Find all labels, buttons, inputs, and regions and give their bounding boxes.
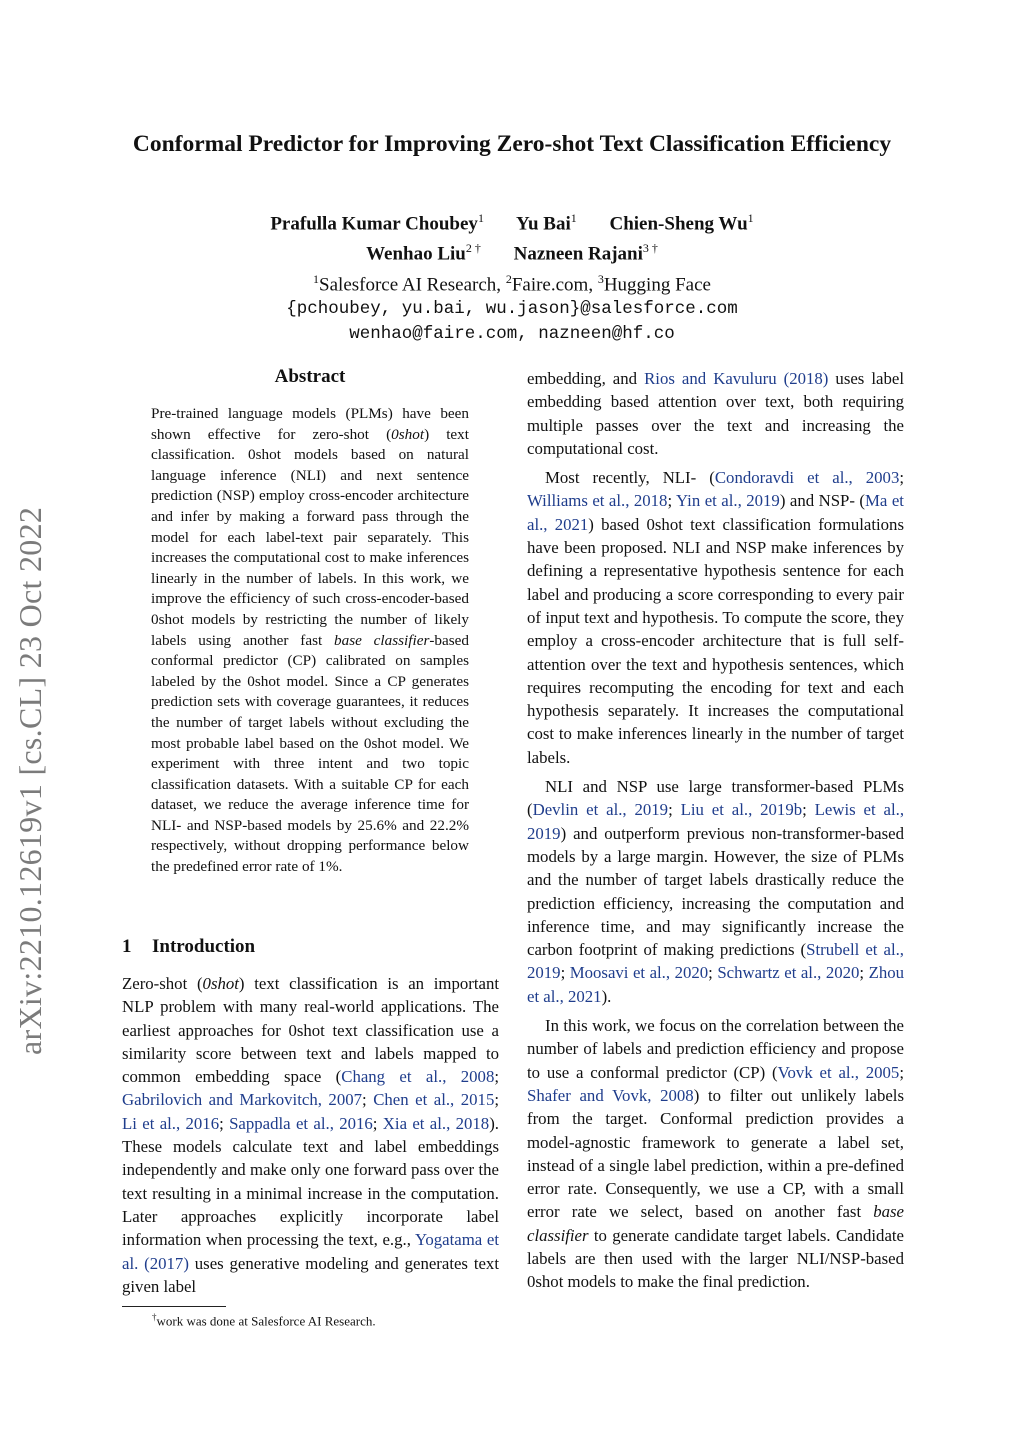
citation-link[interactable]: Williams et al., 2018	[527, 491, 668, 511]
body-text: to generate candidate target labels. Candidate labels are then used with the larger NLI/NSP-based 0shot models to make the final prediction.	[527, 1225, 904, 1292]
citation-link[interactable]: Xia et al., 2018	[382, 1113, 490, 1133]
body-text: Most recently, NLI- (	[545, 468, 715, 488]
body-text: ) to filter out unlikely labels from the target. Conformal prediction provides a model-agnostic framework to generate a label set, instead of a single label prediction, within a pre-defined error rate. Consequently, we use a CP, with a small error rate we select, based on another fast	[527, 1085, 904, 1222]
affil-mark: 3	[597, 271, 604, 286]
body-text: ). These models calculate text and label embeddings independently and make only one forward pass over the text resulting in a minimal increase in the computation. Later approaches explicitly incorporate label information when processing the text, e.g.,	[122, 1113, 499, 1250]
abstract-text: ) text classification. 0shot models based on natural language inference (NLI) and next sentence prediction (NSP) employ cross-encoder architecture and infer by making a forward pass through the model for each label-text pair separately. This increases the computational cost to make inferences linearly in the number of labels. In this work, we improve the efficiency of such cross-encoder-based 0shot models by restricting the number of likely labels using another fast	[151, 425, 469, 649]
author-affil-mark: 2 †	[465, 241, 481, 256]
author-affil-mark: 3 †	[642, 241, 658, 256]
author-name: Nazneen Rajani	[513, 243, 643, 265]
body-text: ;	[494, 1067, 500, 1087]
email-line: {pchoubey, yu.bai, wu.jason}@salesforce.com	[286, 298, 738, 319]
body-text: ;	[668, 800, 681, 820]
citation-link[interactable]: Ma et al., 2021	[527, 491, 904, 534]
affil-mark: 2	[505, 271, 512, 286]
affiliation: Faire.com,	[511, 273, 598, 295]
body-text: ;	[560, 963, 570, 983]
author-name: Prafulla Kumar Choubey	[270, 213, 478, 235]
citation-link[interactable]: Liu et al., 2019b	[680, 800, 803, 820]
body-text: ).	[601, 986, 612, 1006]
citation-link[interactable]: Devlin et al., 2019	[532, 800, 669, 820]
abstract-emphasis: base classifier	[334, 631, 430, 649]
right-column	[527, 367, 904, 1300]
body-text: ;	[667, 491, 676, 511]
body-emphasis: base classifier	[527, 1202, 904, 1245]
citation-link[interactable]: Chang et al., 2008	[341, 1067, 495, 1087]
body-text: ) text classification is an important NLP problem with many real-world applications. The earliest approaches for 0shot text classification use a similarity score between text and labels mapped to common embedding space (	[122, 974, 500, 1087]
body-text: In this work, we focus on the correlation between the number of labels and prediction efficiency and propose to use a conformal predictor (CP) (	[527, 1016, 904, 1082]
citation-link[interactable]: Rios and Kavuluru (2018)	[644, 369, 829, 388]
paragraph	[527, 367, 904, 460]
footnote-mark: †	[152, 1312, 157, 1322]
footnote	[152, 1312, 376, 1329]
paragraph	[527, 1014, 904, 1294]
abstract-text: Pre-trained language models (PLMs) have been shown effective for zero-shot (	[151, 405, 469, 443]
author-name: Wenhao Liu	[366, 243, 466, 265]
body-text: ;	[899, 1062, 904, 1082]
author-affil-mark: 1	[477, 211, 484, 225]
abstract-emphasis: 0shot	[391, 425, 425, 443]
citation-link[interactable]: Schwartz et al., 2020	[717, 963, 860, 983]
footnote-rule	[122, 1306, 226, 1307]
citation-link[interactable]: Strubell et al., 2019	[527, 940, 905, 983]
email-line: wenhao@faire.com, nazneen@hf.co	[349, 323, 675, 344]
citation-link[interactable]: Vovk et al., 2005	[777, 1062, 900, 1082]
citation-link[interactable]: Chen et al., 2015	[373, 1090, 495, 1110]
body-text: ;	[802, 800, 815, 820]
footnote-text: work was done at Salesforce AI Research.	[156, 1313, 376, 1329]
author-block	[100, 206, 924, 347]
section-title: Introduction	[152, 936, 256, 957]
intro-paragraph	[122, 972, 499, 1298]
author-name: Yu Bai	[515, 213, 571, 235]
citation-link[interactable]: Li et al., 2016	[122, 1113, 220, 1133]
section-number: 1	[122, 936, 132, 957]
body-text: ;	[362, 1090, 374, 1110]
section-heading-introduction	[122, 936, 255, 958]
citation-link[interactable]: Gabrilovich and Markovitch, 2007	[122, 1090, 362, 1110]
body-text: ;	[708, 963, 718, 983]
body-text: Zero-shot (	[122, 974, 203, 993]
paragraph	[527, 775, 904, 1008]
affil-mark: 1	[313, 271, 320, 286]
arxiv-identifier: arXiv:2210.12619v1 [cs.CL] 23 Oct 2022	[12, 506, 48, 1055]
body-text: ;	[859, 963, 869, 983]
citation-link[interactable]: Zhou et al., 2021	[527, 963, 905, 1006]
abstract-text: -based conformal predictor (CP) calibrated on samples labeled by the 0shot model. Since a CP generates prediction sets with coverage guarantees, it reduces the number of target labels without excluding the most probable label based on the 0shot model. We experiment with three intent and two topic classification datasets. With a suitable CP for each dataset, we reduce the average inference time for NLI- and NSP-based models by 25.6% and 22.2% respectively, without dropping performance below the predefined error rate of 1%.	[151, 631, 469, 876]
affiliations	[100, 267, 924, 297]
body-text: NLI and NSP use large transformer-based PLMs (	[527, 777, 904, 820]
abstract-heading: Abstract	[274, 366, 346, 387]
citation-link[interactable]: Yin et al., 2019	[675, 491, 780, 511]
affiliation: Hugging Face	[603, 273, 711, 295]
body-text: ;	[899, 468, 905, 488]
body-text: ) and outperform previous non-transformer-based models by a large margin. However, the size of PLMs and the number of target labels drastically reduce the prediction efficiency, increasing the computation and inference time, and may significantly increase the carbon footprint of making predictions (	[527, 823, 904, 960]
author-names-line2	[100, 236, 924, 266]
paper-title: Conformal Predictor for Improving Zero-shot Text Classification Efficiency	[132, 131, 892, 157]
body-emphasis: 0shot	[202, 974, 239, 993]
author-names-line1	[100, 206, 924, 236]
author-name: Chien-Sheng Wu	[609, 213, 748, 235]
citation-link[interactable]: Yogatama et al. (2017)	[122, 1230, 499, 1273]
body-text: embedding, and	[527, 369, 645, 388]
body-text: uses label embedding based attention over text, both requiring multiple passes over the text and increasing the computational cost.	[527, 369, 904, 458]
author-affil-mark: 1	[570, 211, 577, 225]
body-text: ;	[219, 1113, 230, 1133]
citation-link[interactable]: Moosavi et al., 2020	[569, 963, 709, 983]
body-text: ) based 0shot text classification formulations have been proposed. NLI and NSP make inferences by defining a representative hypothesis sentence for each label and producing a score corresponding to every pair of input text and hypothesis. To compute the score, they employ a cross-encoder architecture that is full self-attention over the text and hypothesis sentences, which requires recomputing the encoding for text and each hypothesis separately. It increases the computational cost to make inferences linearly in the number of target labels.	[527, 514, 904, 767]
paragraph	[527, 466, 904, 769]
body-text: ;	[372, 1113, 383, 1133]
abstract-body	[151, 404, 469, 878]
body-text: uses generative modeling and generates text given label	[122, 1253, 499, 1296]
citation-link[interactable]: Shafer and Vovk, 2008	[527, 1085, 694, 1105]
citation-link[interactable]: Sappadla et al., 2016	[229, 1113, 373, 1133]
body-text: ;	[494, 1090, 500, 1110]
author-affil-mark: 1	[747, 211, 754, 225]
citation-link[interactable]: Condoravdi et al., 2003	[714, 468, 900, 488]
body-text: ) and NSP- (	[779, 491, 866, 511]
citation-link[interactable]: Lewis et al., 2019	[527, 800, 905, 843]
affiliation: Salesforce AI Research,	[319, 273, 506, 295]
